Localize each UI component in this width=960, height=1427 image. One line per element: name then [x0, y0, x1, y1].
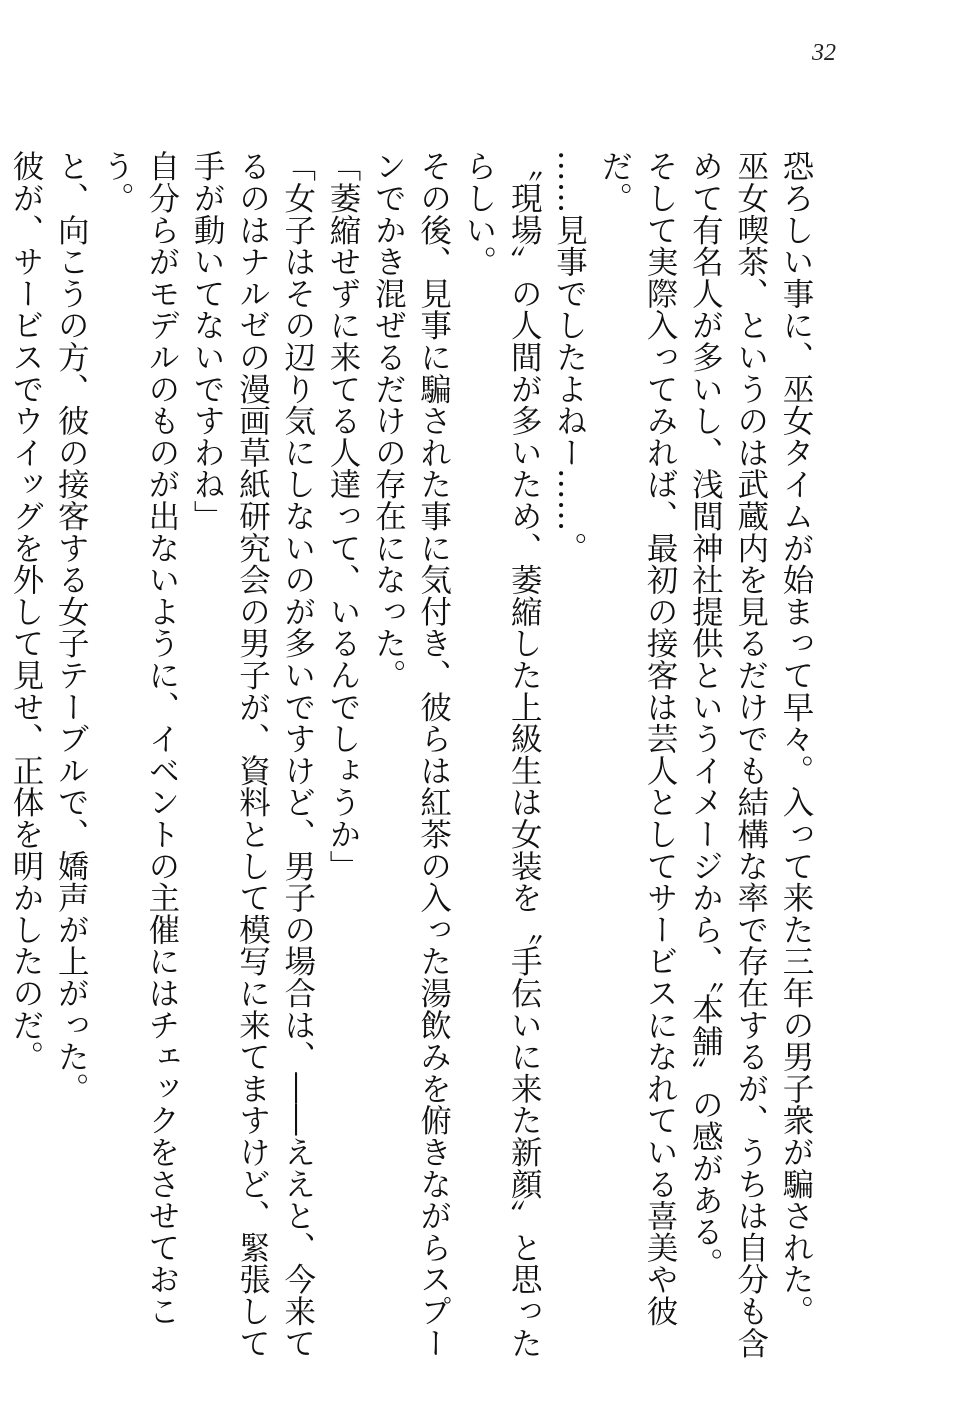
paragraph: 彼が、サービスでウイッグを外して見せ、正体を明かしたのだ。 — [7, 150, 44, 1073]
paragraph: そして実際入ってみれば、最初の接客は芸人としてサービスになれている喜美や彼だ。 — [596, 150, 679, 1327]
novel-body-text — [7, 150, 818, 1380]
paragraph — [0, 150, 3, 1380]
paragraph: その後、見事に騙された事に気付き、彼らは紅茶の入った湯飲みを俯きながらスプーンでかき混ぜるだけの存在になった。 — [370, 150, 452, 1359]
paragraph: と、向こうの方、彼の接客する女子テーブルで、嬌声が上がった。 — [53, 150, 90, 1104]
paragraph: 「女子はその辺り気にしないのが多いですけど、男子の場合は、――ええと、今来てるのはナルゼの漫画草紙研究会の男子が、資料として模写に来てますけど、緊張して手が動いてないですわね」 — [189, 150, 316, 1359]
paragraph: ……見事でしたよねー……。 — [551, 150, 588, 564]
paragraph: 〝現場〟の人間が多いため、萎縮した上級生は女装を〝手伝いに来た新顔〟と思ったらしい。 — [460, 150, 543, 1359]
paragraph: 自分らがモデルのものが出ないように、イベントの主催にはチェックをさせておこう。 — [98, 150, 180, 1327]
paragraph: 「萎縮せずに来てる人達って、いるんでしょうか」 — [325, 150, 362, 882]
page-number: 32 — [812, 40, 836, 66]
paragraph: 恐ろしい事に、巫女タイムが始まって早々。入って来た三年の男子衆が騙された。 — [778, 150, 814, 1327]
paragraph: 巫女喫茶、というのは武蔵内を見るだけでも結構な率で存在するが、うちは自分も含めて有名人が多いし、浅間神社提供というイメージから、〝本舗〟の感がある。 — [687, 150, 769, 1359]
